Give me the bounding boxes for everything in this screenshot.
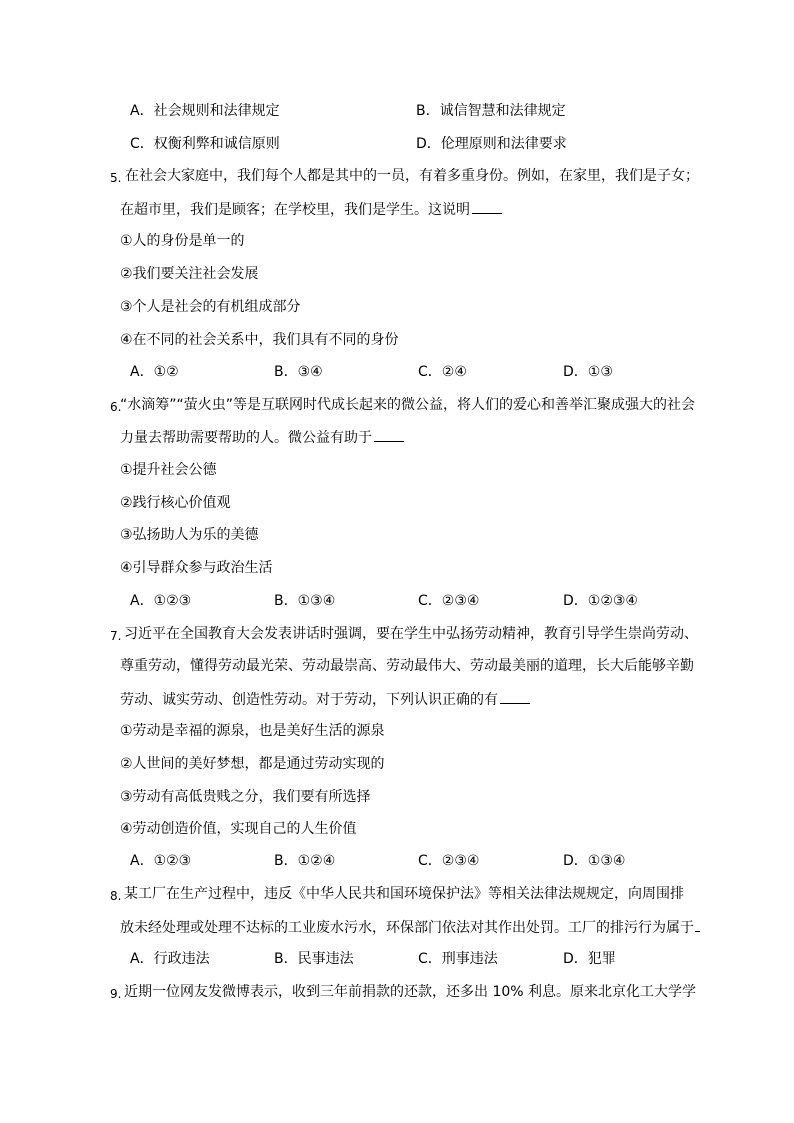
q5-option-d[interactable]: D．①③ [563,364,613,380]
q4-option-c[interactable]: C．权衡利弊和诚信原则 [130,136,280,152]
q9-number: 9. [110,987,122,1001]
q5-option-b[interactable]: B．③④ [274,364,323,380]
q7-stem-line-2: 尊重劳动，懂得劳动最光荣、劳动最崇高、劳动最伟大、劳动最美丽的道理，长大后能够辛勤 [120,658,694,674]
q8-number: 8. [110,889,122,903]
q6-item-3: ③弘扬助人为乐的美德 [120,527,259,543]
q6-option-d[interactable]: D．①②③④ [563,593,638,609]
q8-option-a[interactable]: A．行政违法 [130,951,210,967]
q4-option-d[interactable]: D．伦理原则和法律要求 [416,136,567,152]
q7-number: 7. [110,629,122,643]
q6-answer-blank [374,427,404,442]
q4-option-b[interactable]: B．诚信智慧和法律规定 [416,103,566,119]
q5-item-1: ①人的身份是单一的 [120,233,245,249]
q8-stem-line-1: 某工厂在生产过程中，违反《中华人民共和国环境保护法》等相关法律法规规定，向周围排 [124,886,684,902]
q5-stem-line-2 [120,199,502,220]
q7-answer-blank [500,689,530,704]
q6-option-a[interactable]: A．①②③ [130,593,192,609]
q9-stem-line-1: 近期一位网友发微博表示，收到三年前捐款的还款，还多出 10% 利息。原来北京化工大学学 [124,984,697,1000]
q8-option-d[interactable]: D．犯罪 [563,951,616,967]
q7-stem-line-1: 习近平在全国教育大会发表讲话时强调，要在学生中弘扬劳动精神，教育引导学生崇尚劳动、 [124,626,698,642]
q5-answer-blank [472,199,502,214]
q7-option-d[interactable]: D．①③④ [563,853,626,869]
q7-item-2: ②人世间的美好梦想，都是通过劳动实现的 [120,756,385,772]
q6-number: 6. [110,400,122,414]
q7-option-c[interactable]: C．②③④ [418,853,480,869]
q6-stem-text: 力量去帮助需要帮助的人。微公益有助于 [120,430,372,446]
q8-option-c[interactable]: C．刑事违法 [418,951,498,967]
q7-item-1: ①劳动是幸福的源泉，也是美好生活的源泉 [120,723,385,739]
q6-item-1: ①提升社会公德 [120,462,217,478]
q5-item-3: ③个人是社会的有机组成部分 [120,299,301,315]
q6-option-c[interactable]: C．②③④ [418,593,480,609]
q7-stem-line-3 [120,689,530,710]
q6-item-4: ④引导群众参与政治生活 [120,560,273,576]
q5-item-2: ②我们要关注社会发展 [120,266,259,282]
q7-stem-text: 劳动、诚实劳动、创造性劳动。对于劳动，下列认识正确的有 [120,692,498,708]
q6-item-2: ②践行核心价值观 [120,495,231,511]
q8-answer-blank [695,917,700,932]
q8-option-b[interactable]: B．民事违法 [274,951,354,967]
q7-item-3: ③劳动有高低贵贱之分，我们要有所选择 [120,789,371,805]
q6-stem-line-1: “水滴筹”“萤火虫”等是互联网时代成长起来的微公益，将人们的爱心和善举汇聚成强大的社会 [120,397,696,413]
q7-item-4: ④劳动创造价值，实现自己的人生价值 [120,821,357,837]
q7-option-b[interactable]: B．①②④ [274,853,336,869]
q6-stem-line-2 [120,427,404,448]
q5-stem-text: 在超市里，我们是顾客；在学校里，我们是学生。这说明 [120,202,470,218]
q5-number: 5. [110,171,122,185]
q8-stem-line-2 [120,917,700,938]
q5-option-c[interactable]: C．②④ [418,364,467,380]
q5-stem-line-1: 在社会大家庭中，我们每个人都是其中的一员，有着多重身份。例如，在家里，我们是子女； [125,168,699,184]
q5-option-a[interactable]: A．①② [130,364,179,380]
q5-item-4: ④在不同的社会关系中，我们具有不同的身份 [120,332,399,348]
q7-option-a[interactable]: A．①②③ [130,853,192,869]
q6-option-b[interactable]: B．①③④ [274,593,336,609]
q8-stem-text: 放未经处理或处理不达标的工业废水污水，环保部门依法对其作出处罚。工厂的排污行为属于 [120,920,694,936]
q4-option-a[interactable]: A．社会规则和法律规定 [130,103,280,119]
